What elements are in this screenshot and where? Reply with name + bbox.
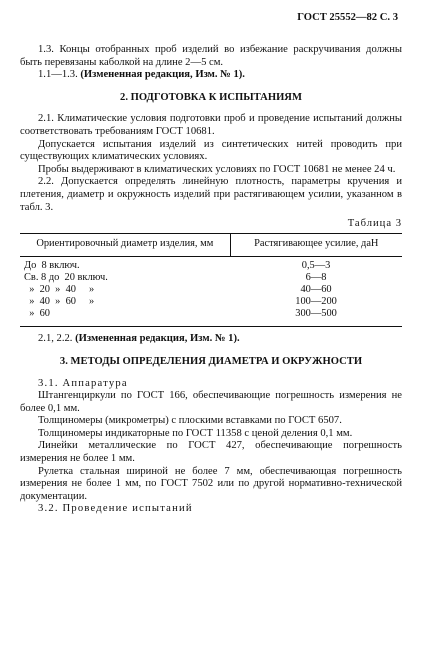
table-row — [20, 296, 402, 308]
table-cell-force: 0,5—3 — [301, 260, 331, 272]
table-cell-force: 300—500 — [230, 308, 402, 327]
table-cell-force: 100—200 — [295, 296, 337, 308]
section-3-title: 3. МЕТОДЫ ОПРЕДЕЛЕНИЯ ДИАМЕТРА И ОКРУЖНОСТИ — [59, 355, 363, 367]
document-body — [20, 44, 402, 516]
table-row — [20, 257, 402, 273]
table-row — [20, 272, 402, 284]
paragraph-2-1: 2.1. Климатические условия подготовки проб и проведение испытаний должны соответствовать требованиям ГОСТ 10681. — [20, 113, 402, 137]
table-cell-diameter: » 60 — [20, 308, 230, 327]
table-3 — [20, 233, 402, 328]
table-caption: Таблица 3 — [347, 218, 402, 230]
table-header-force: Растягивающее усилие, даН — [230, 233, 402, 257]
subsection-3-2: 3.2. Проведение испытаний — [38, 503, 193, 515]
table-cell-diameter: Св. 8 до 20 включ. — [24, 272, 108, 284]
edit-note-2-text: (Измененная редакция, Изм. № 1). — [75, 333, 240, 345]
paragraph-2-1b: Допускается испытания изделий из синтетических нитей проводить при существующих климатических условиях. — [20, 138, 402, 163]
table-cell-diameter: До 8 включ. — [24, 260, 80, 272]
table-cell-force: 6—8 — [305, 272, 327, 284]
edit-note-1-prefix: 1.1—1.3. — [38, 69, 78, 81]
table-cell-force: 40—60 — [300, 284, 332, 296]
subsection-3-1: 3.1. Аппаратура — [38, 377, 128, 389]
paragraph-3-1c: Толщиномеры индикаторные по ГОСТ 11358 с ценой деления 0,1 мм. — [38, 427, 353, 439]
paragraph-2-1c: Пробы выдерживают в климатических условиях по ГОСТ 10681 не менее 24 ч. — [38, 163, 396, 175]
table-header-diameter: Ориентировочный диаметр изделия, мм — [20, 233, 230, 257]
table-row — [20, 308, 402, 327]
table-cell-diameter: » 20 » 40 » — [24, 284, 95, 296]
table-row — [20, 284, 402, 296]
table-header-row — [20, 233, 402, 257]
paragraph-2-2: 2.2. Допускается определять линейную плотность, параметры кручения и плетения, диаметр и окружность изделий при растягивающем усилии, указанном в табл. 3. — [20, 176, 402, 213]
section-2-title: 2. ПОДГОТОВКА К ИСПЫТАНИЯМ — [120, 91, 302, 103]
paragraph-3-1a: Штангенциркули по ГОСТ 166, обеспечивающие погрешность измерения не более 0,1 мм. — [20, 390, 402, 414]
edit-note-2-prefix: 2.1, 2.2. — [38, 333, 73, 345]
edit-note-2 — [20, 333, 402, 346]
edit-note-1 — [20, 69, 402, 82]
page-header: ГОСТ 25552—82 С. 3 — [297, 12, 398, 23]
paragraph-1-3: 1.3. Концы отобранных проб изделий во избежание раскручивания должны быть перевязаны каболкой на длине 2—5 см. — [20, 44, 402, 68]
paragraph-3-1d: Линейки металлические по ГОСТ 427, обеспечивающие погрешность измерения не более 1 мм. — [20, 440, 402, 465]
table-cell-diameter: » 40 » 60 » — [24, 296, 95, 308]
edit-note-1-text: (Измененная редакция, Изм. № 1). — [80, 69, 245, 81]
paragraph-3-1b: Толщиномеры (микрометры) с плоскими вставками по ГОСТ 6507. — [38, 415, 342, 427]
paragraph-3-1e: Рулетка стальная шириной не более 7 мм, обеспечивающая погрешность измерения не более 1 мм, по ГОСТ 7502 или по другой нормативно-технической документации. — [20, 465, 402, 502]
